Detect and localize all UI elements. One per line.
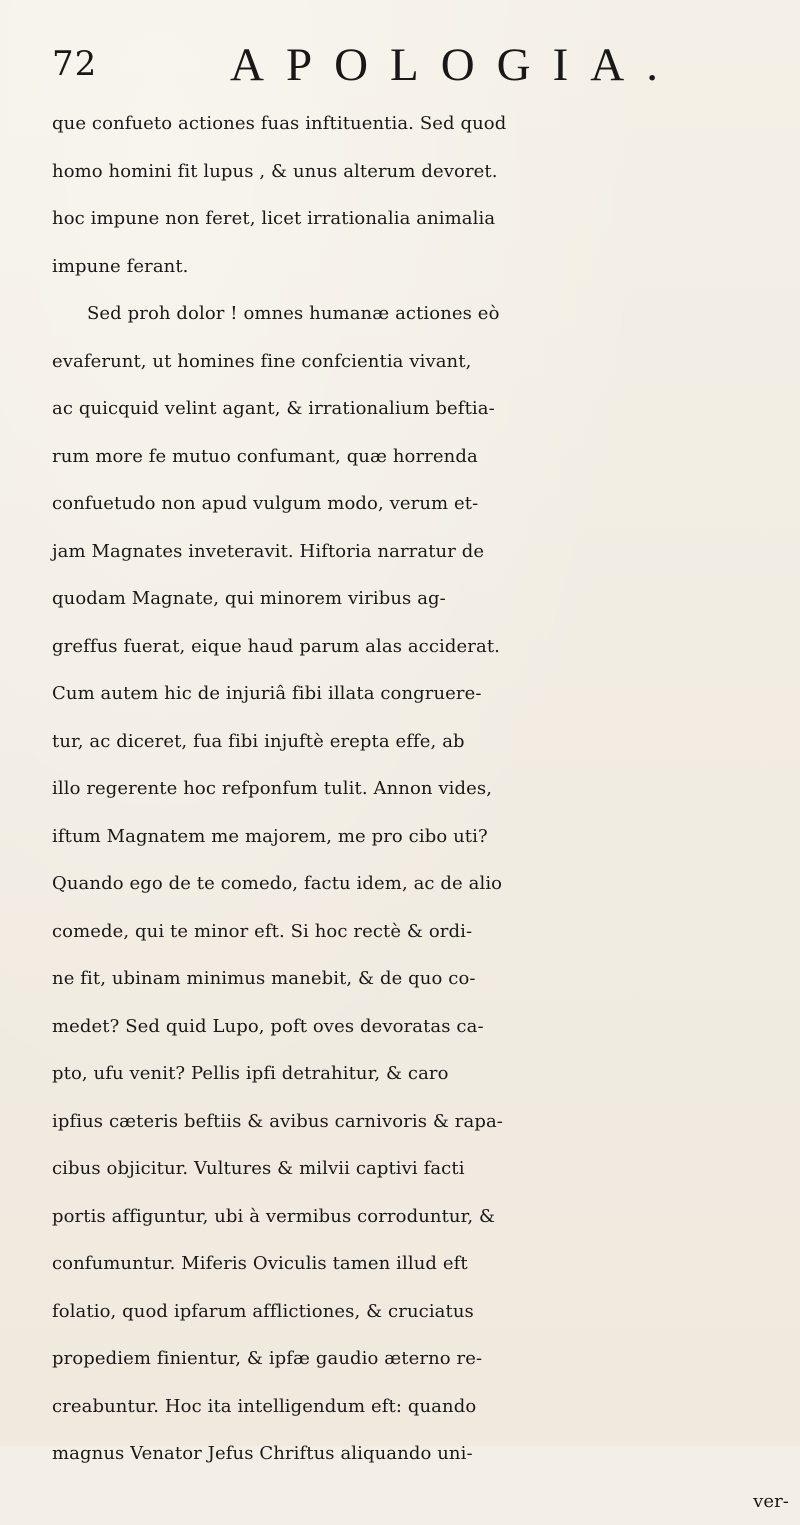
page-header [52, 38, 760, 98]
text-line: quodam Magnate, qui minorem viribus ag- [52, 575, 797, 623]
text-line: evaferunt, ut homines fine confcientia vivant, [52, 338, 797, 386]
text-line: homo homini fit lupus , & unus alterum devoret. [52, 148, 797, 196]
text-line: folatio, quod ipfarum afflictiones, & cruciatus [52, 1288, 797, 1336]
text-line: confuetudo non apud vulgum modo, verum et- [52, 480, 797, 528]
body-text [52, 100, 797, 1525]
text-line: greffus fuerat, eique haud parum alas acciderat. [52, 623, 797, 671]
text-line: propediem finientur, & ipfæ gaudio æterno re- [52, 1335, 797, 1383]
text-line: Cum autem hic de injuriâ fibi illata congruere- [52, 670, 797, 718]
running-title: APOLOGIA. [230, 38, 680, 92]
text-line: rum more fe mutuo confumant, quæ horrenda [52, 433, 797, 481]
text-line: creabuntur. Hoc ita intelligendum eft: quando [52, 1383, 797, 1431]
catchword: ver- [52, 1478, 797, 1525]
text-line: iftum Magnatem me majorem, me pro cibo uti? [52, 813, 797, 861]
text-line: magnus Venator Jefus Chriftus aliquando uni- [52, 1430, 797, 1478]
text-line: medet? Sed quid Lupo, poft oves devoratas ca- [52, 1003, 797, 1051]
text-line: jam Magnates inveteravit. Hiftoria narratur de [52, 528, 797, 576]
text-line: Quando ego de te comedo, factu idem, ac de alio [52, 860, 797, 908]
text-line: ac quicquid velint agant, & irrationalium beftia- [52, 385, 797, 433]
text-line: confumuntur. Miferis Oviculis tamen illud eft [52, 1240, 797, 1288]
text-line: impune ferant. [52, 243, 797, 291]
text-line: portis affiguntur, ubi à vermibus corroduntur, & [52, 1193, 797, 1241]
text-line: Sed proh dolor ! omnes humanæ actiones eò [52, 290, 797, 338]
text-line: ipfius cæteris beftiis & avibus carnivoris & rapa- [52, 1098, 797, 1146]
text-line: cibus objicitur. Vultures & milvii captivi facti [52, 1145, 797, 1193]
text-line: que confueto actiones fuas inftituentia. Sed quod [52, 100, 797, 148]
text-line: comede, qui te minor eft. Si hoc rectè & ordi- [52, 908, 797, 956]
text-line: illo regerente hoc refponfum tulit. Annon vides, [52, 765, 797, 813]
page-number: 72 [52, 44, 97, 84]
text-line: ne fit, ubinam minimus manebit, & de quo co- [52, 955, 797, 1003]
text-line: tur, ac diceret, fua fibi injuftè erepta effe, ab [52, 718, 797, 766]
text-line: hoc impune non feret, licet irrationalia animalia [52, 195, 797, 243]
text-line: pto, ufu venit? Pellis ipfi detrahitur, & caro [52, 1050, 797, 1098]
